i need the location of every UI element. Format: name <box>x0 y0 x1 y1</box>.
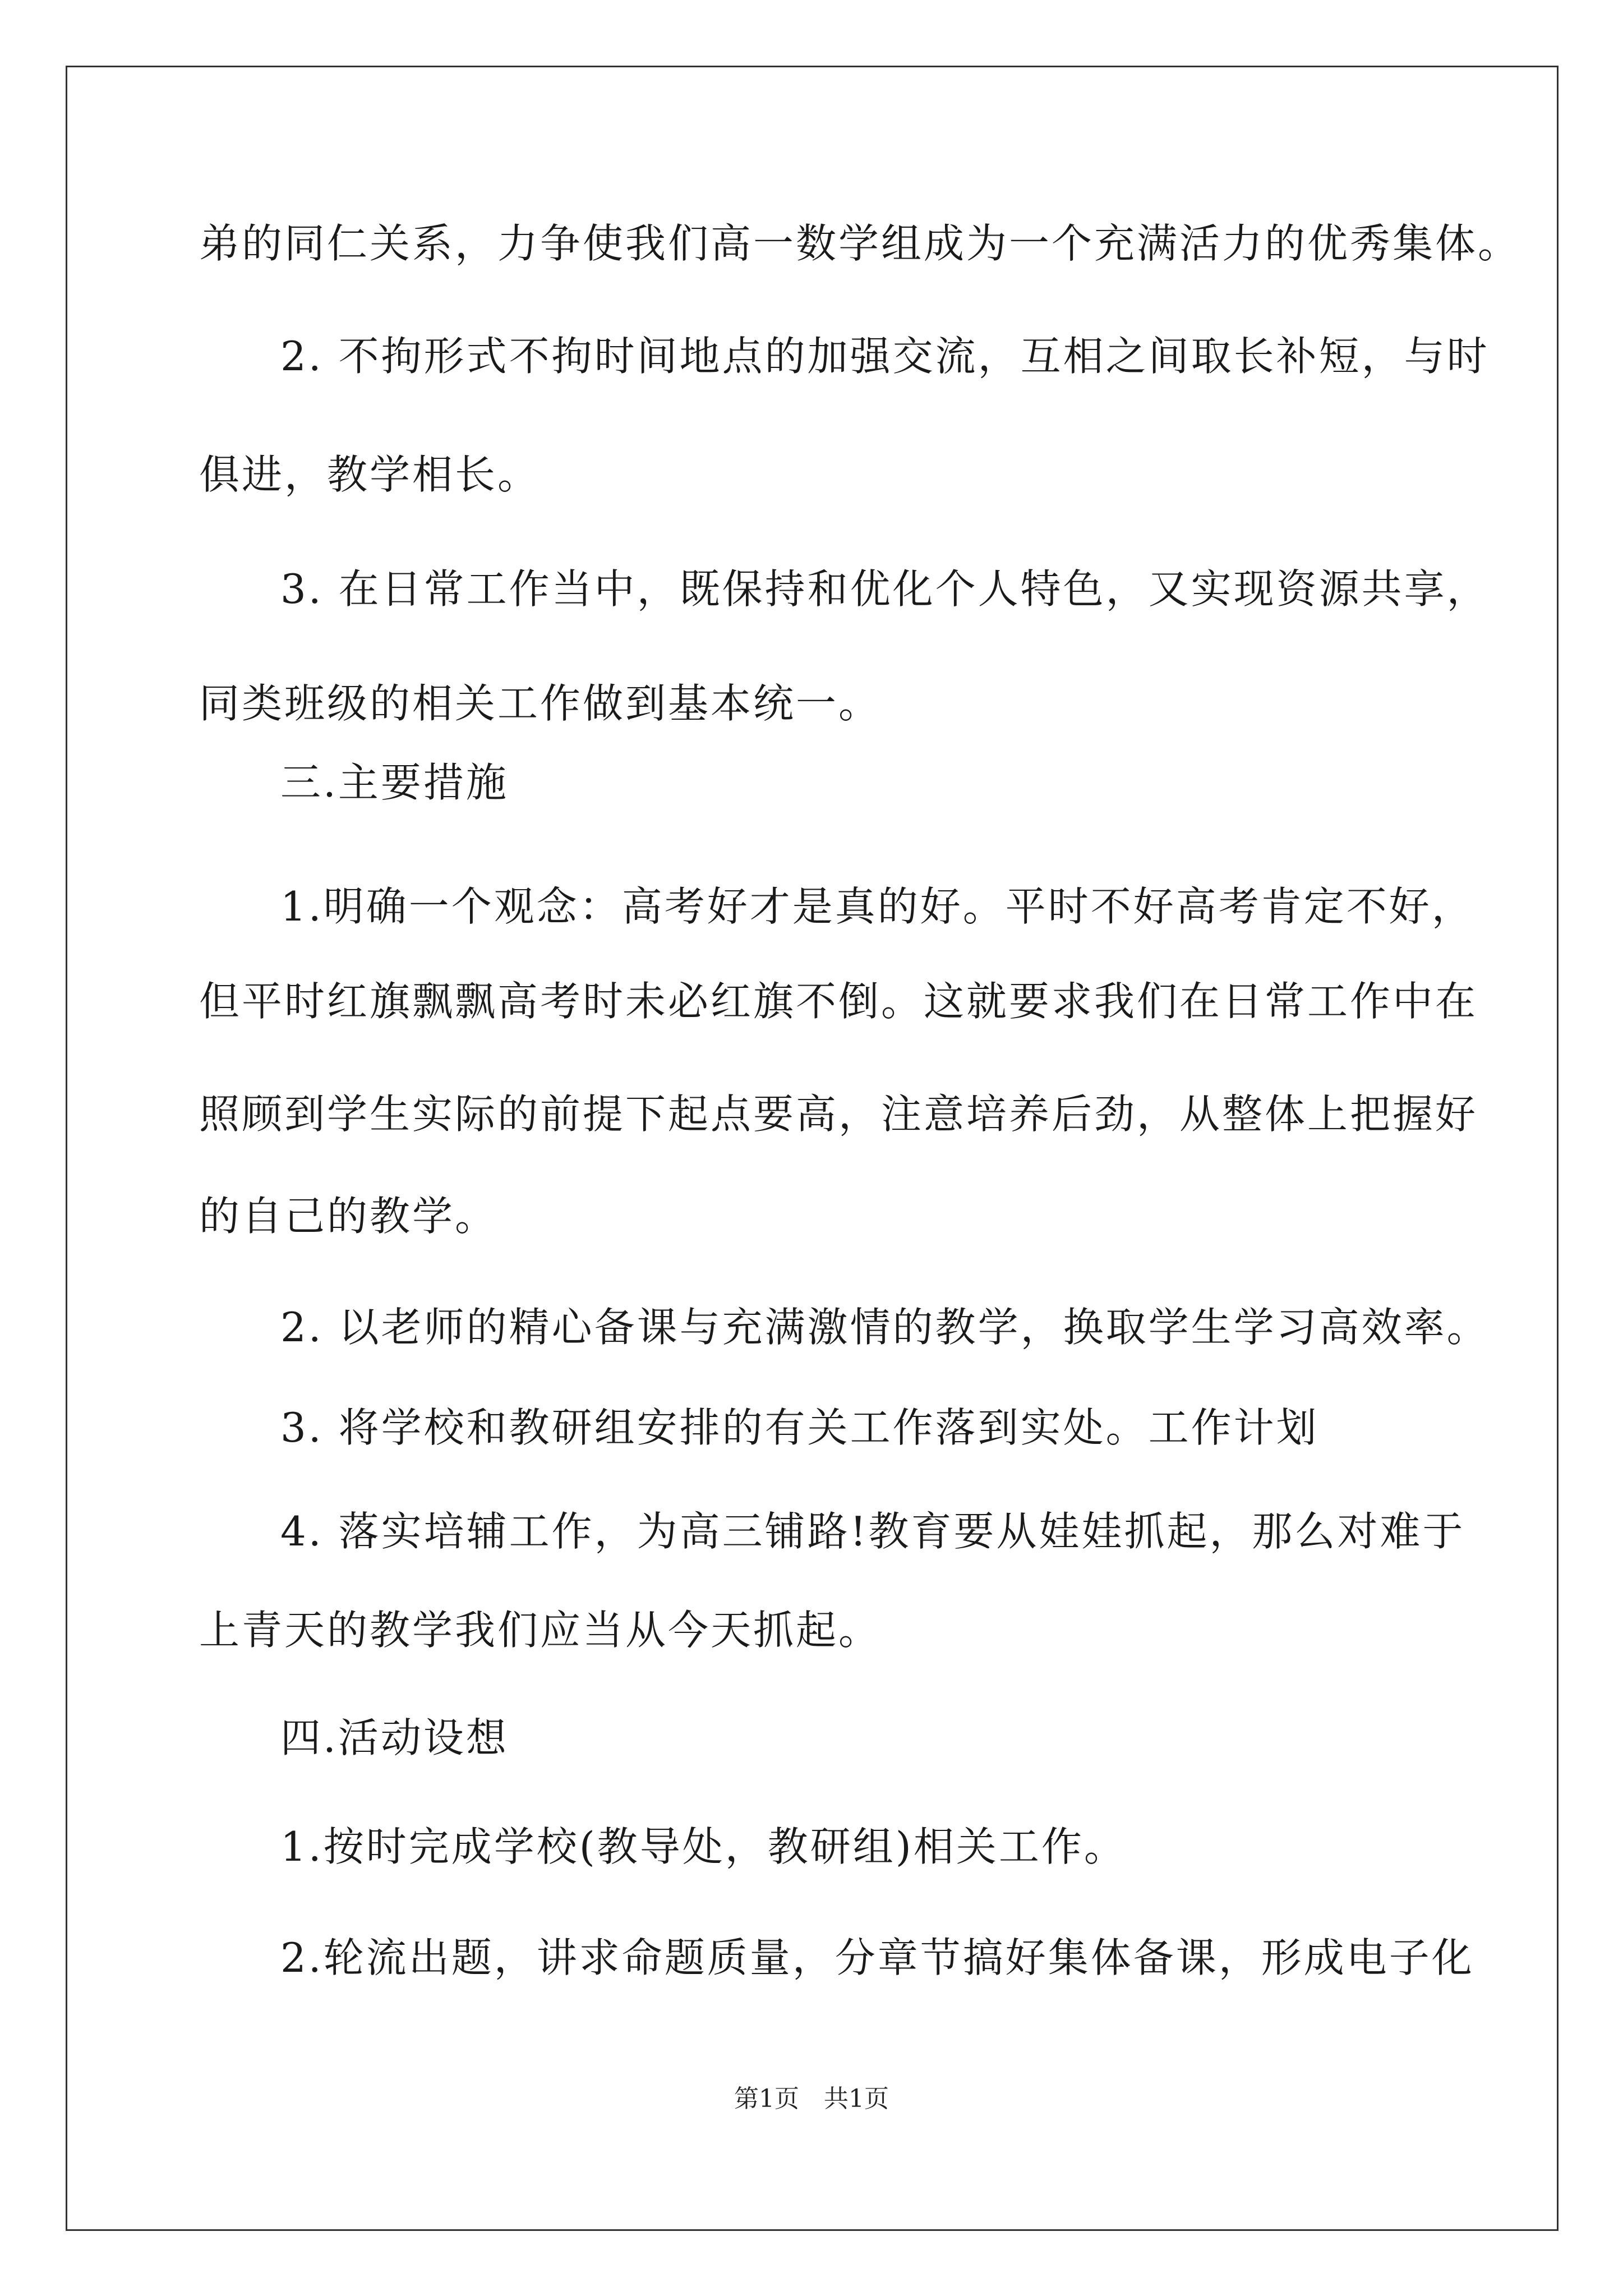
section-heading-3: 三.主要措施 <box>280 759 509 806</box>
text-line-8: 但平时红旗飘飘高考时未必红旗不倒。这就要求我们在日常工作中在 <box>199 978 1478 1025</box>
page-border <box>66 66 1559 2231</box>
text-line-14: 上青天的教学我们应当从今天抓起。 <box>199 1607 882 1654</box>
text-line-13: 4. 落实培辅工作，为高三铺路!教育要从娃娃抓起，那么对难于 <box>280 1508 1465 1555</box>
text-line-4: 3. 在日常工作当中，既保持和优化个人特色，又实现资源共享， <box>280 565 1490 613</box>
text-line-10: 的自己的教学。 <box>199 1193 498 1240</box>
text-line-7: 1.明确一个观念：高考好才是真的好。平时不好高考肯定不好， <box>280 883 1474 930</box>
text-line-16: 1.按时完成学校(教导处，教研组)相关工作。 <box>280 1823 1127 1870</box>
page-footer: 第1页 共1页 <box>734 2085 889 2113</box>
text-line-12: 3. 将学校和教研组安排的有关工作落到实处。工作计划 <box>280 1404 1319 1451</box>
text-line-1: 弟的同仁关系，力争使我们高一数学组成为一个充满活力的优秀集体。 <box>199 220 1521 267</box>
text-line-17: 2.轮流出题，讲求命题质量，分章节搞好集体备课，形成电子化 <box>280 1934 1474 1981</box>
text-line-11: 2. 以老师的精心备课与充满激情的教学，换取学生学习高效率。 <box>280 1304 1490 1351</box>
text-line-9: 照顾到学生实际的前提下起点要高，注意培养后劲，从整体上把握好 <box>199 1091 1478 1138</box>
text-line-5: 同类班级的相关工作做到基本统一。 <box>199 680 882 727</box>
text-line-2: 2. 不拘形式不拘时间地点的加强交流，互相之间取长补短，与时 <box>280 333 1490 380</box>
text-line-3: 俱进，教学相长。 <box>199 451 541 498</box>
section-heading-4: 四.活动设想 <box>280 1714 509 1761</box>
